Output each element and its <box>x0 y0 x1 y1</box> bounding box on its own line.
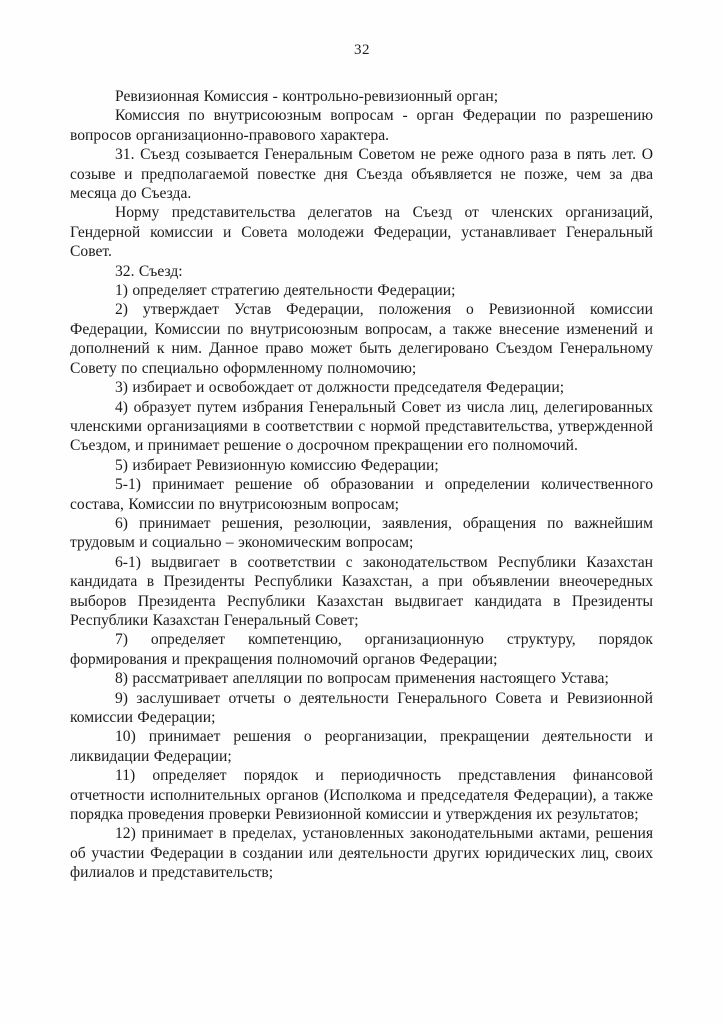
paragraph: 31. Съезд созывается Генеральным Советом не реже одного раза в пять лет. О созыве и предполагаемой повестке дня Съезда объявляется не позже, чем за два месяца до Съезда. <box>70 146 653 203</box>
paragraph: 11) определяет порядок и периодичность представления финансовой отчетности исполнительных органов (Исполкома и председателя Федерации), а также порядка проведения проверки Ревизионной комиссии и утверждения их результатов; <box>70 767 653 824</box>
paragraph: Комиссия по внутрисоюзным вопросам - орган Федерации по разрешению вопросов организационно-правового характера. <box>70 107 653 144</box>
paragraph: Норму представительства делегатов на Съезд от членских организаций, Гендерной комиссии и Совета молодежи Федерации, устанавливает Генеральный Совет. <box>70 204 653 261</box>
paragraph: 8) рассматривает апелляции по вопросам применения настоящего Устава; <box>115 670 609 688</box>
paragraph: 5) избирает Ревизионную комиссию Федерации; <box>115 456 439 474</box>
page-number: 32 <box>354 42 370 58</box>
paragraph: 6-1) выдвигает в соответствии с законодательством Республики Казахстан кандидата в Президенты Республики Казахстан, а при объявлении внеочередных выборов Президента Республики Казахстан выдвигает кандидата в Президенты Республики Казахстан Генеральный Совет; <box>70 553 653 629</box>
paragraph: 6) принимает решения, резолюции, заявления, обращения по важнейшим трудовым и социально – экономическим вопросам; <box>70 514 653 552</box>
paragraph: 5-1) принимает решение об образовании и определении количественного состава, Комиссии по внутрисоюзным вопросам; <box>70 476 653 513</box>
paragraph: 4) образует путем избрания Генеральный Совет из числа лиц, делегированных членскими организациями в соответствии с нормой представительства, утвержденной Съездом, и принимает решение о досрочном прекращении его полномочий. <box>70 398 653 455</box>
paragraph: 12) принимает в пределах, установленных законодательными актами, решения об участии Федерации в создании или деятельности других юридических лиц, своих филиалов и представительств; <box>70 825 653 882</box>
paragraph: 32. Съезд: <box>115 262 183 280</box>
paragraph: 2) утверждает Устав Федерации, положения о Ревизионной комиссии Федерации, Комиссии по внутрисоюзным вопросам, а также внесение изменений и дополнений к ним. Данное право может быть делегировано Съездом Генеральному Совету по специально оформленному полномочию; <box>70 301 653 377</box>
document-body <box>70 87 653 883</box>
paragraph: 7) определяет компетенцию, организационную структуру, порядок формирования и прекращения полномочий органов Федерации; <box>70 631 653 668</box>
paragraph: 10) принимает решения о реорганизации, прекращении деятельности и ликвидации Федерации; <box>70 728 653 765</box>
paragraph: 1) определяет стратегию деятельности Федерации; <box>115 282 456 300</box>
paragraph: 3) избирает и освобождает от должности председателя Федерации; <box>115 379 565 397</box>
paragraph: Ревизионная Комиссия - контрольно-ревизионный орган; <box>115 88 499 105</box>
paragraph: 9) заслушивает отчеты о деятельности Генерального Совета и Ревизионной комиссии Федерации; <box>70 689 653 726</box>
